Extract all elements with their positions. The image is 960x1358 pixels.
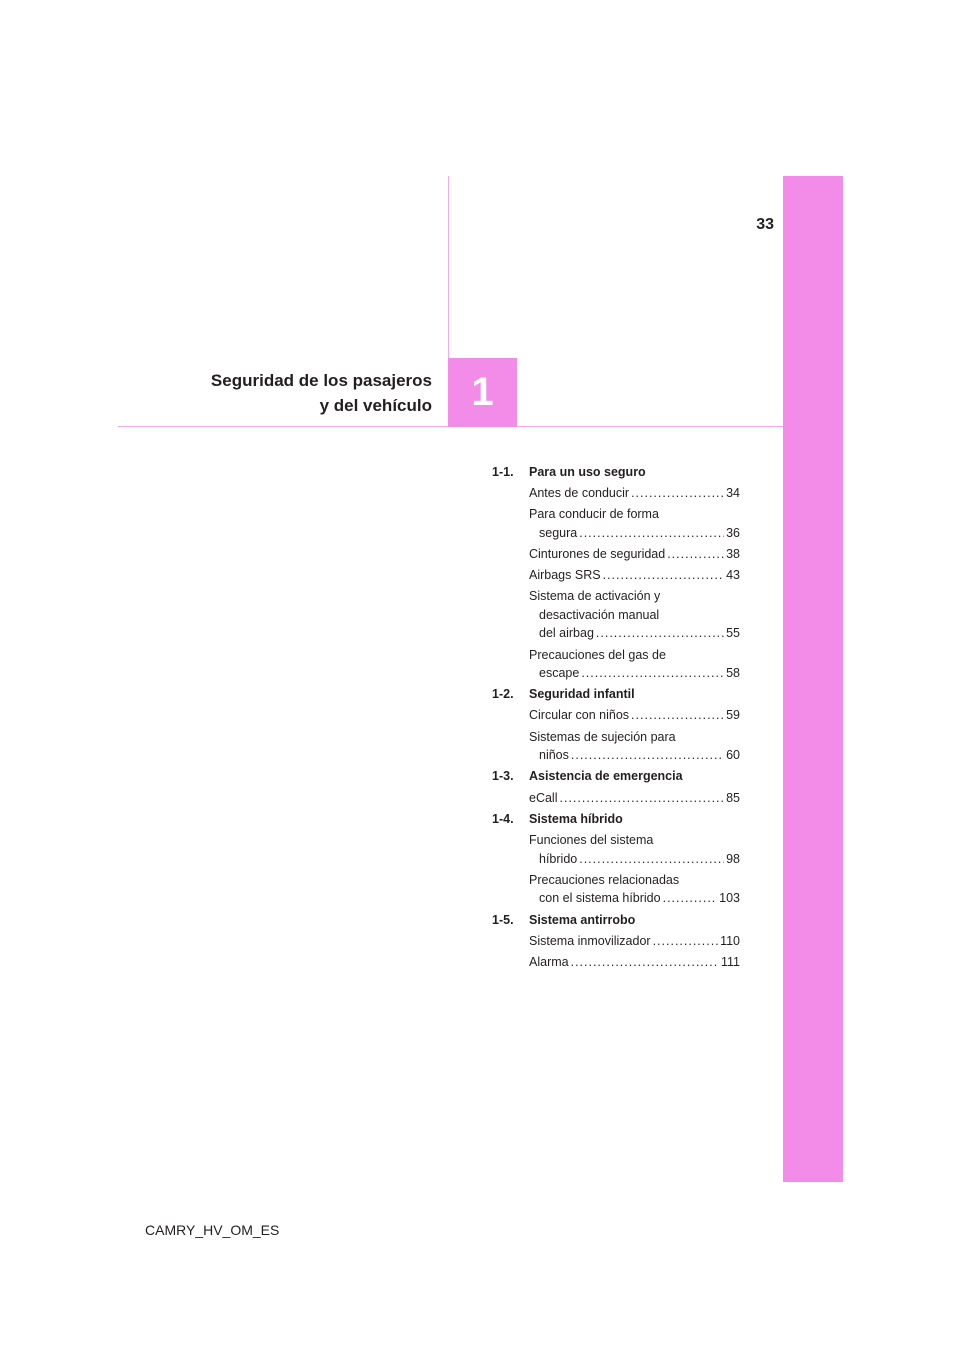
toc-entry-text: niños [539, 748, 569, 763]
toc-section-title[interactable] [492, 810, 740, 829]
toc-entry-page: 34 [726, 485, 740, 500]
toc-entry[interactable] [529, 831, 740, 868]
toc-entry-row [529, 789, 740, 808]
chapter-title-line1: Seguridad de los pasajeros [210, 371, 432, 390]
toc-entry-page: 98 [726, 851, 740, 866]
toc-section-number: 1-5. [492, 912, 514, 927]
toc-entry-page: 111 [720, 954, 740, 969]
toc-entry[interactable] [529, 566, 740, 585]
toc-leader-dots [560, 789, 725, 808]
toc-leader-dots [653, 932, 718, 951]
toc-section-label: Seguridad infantil [529, 687, 635, 702]
toc-section-label: Sistema antirrobo [529, 912, 636, 927]
toc-leader-dots [571, 746, 724, 765]
toc-entry-row [529, 524, 740, 543]
toc-leader-dots [571, 953, 719, 972]
toc-entry-row [529, 566, 740, 585]
toc-entry-page: 59 [726, 708, 740, 723]
toc-entry-row [529, 850, 740, 869]
table-of-contents [492, 460, 740, 972]
toc-entry-text: Sistema de activación y [529, 589, 661, 604]
toc-entry-text: Precauciones relacionadas [529, 872, 680, 887]
toc-entry-text: Para conducir de forma [529, 506, 659, 521]
vertical-rule [448, 176, 449, 358]
toc-entry-text: Funciones del sistema [529, 833, 654, 847]
toc-entry-text: con el sistema híbrido [539, 891, 661, 906]
toc-entry[interactable] [529, 932, 740, 951]
toc-entry-text: desactivación manual [539, 607, 660, 622]
toc-entry-text: del airbag [539, 626, 594, 641]
toc-entry-page: 60 [726, 748, 740, 763]
toc-entry-row [529, 545, 740, 564]
toc-leader-dots [596, 624, 724, 643]
toc-entry[interactable] [529, 587, 740, 643]
toc-section-title[interactable] [492, 911, 740, 930]
toc-section-number: 1-3. [492, 769, 514, 784]
toc-entry-text: Airbags SRS [529, 567, 601, 582]
toc-section-title[interactable] [492, 767, 740, 786]
toc-entry-row [529, 889, 740, 908]
toc-entry-row [529, 746, 740, 765]
toc-entry-page: 110 [720, 933, 740, 948]
toc-entry-page: 43 [726, 567, 740, 582]
toc-entry[interactable] [529, 789, 740, 808]
toc-leader-dots [631, 484, 724, 503]
toc-entry[interactable] [529, 505, 740, 542]
toc-entry[interactable] [529, 871, 740, 908]
toc-section-label: Para un uso seguro [529, 464, 646, 479]
toc-entry-text: Sistemas de sujeción para [529, 729, 676, 744]
toc-section-label: Sistema híbrido [529, 811, 623, 826]
page-number: 33 [756, 216, 774, 233]
toc-entry-page: 36 [726, 525, 740, 540]
side-tab [783, 176, 843, 1182]
toc-entry[interactable] [529, 646, 740, 683]
toc-section-title[interactable] [492, 685, 740, 704]
toc-entry[interactable] [529, 728, 740, 765]
toc-entry-row [529, 953, 740, 972]
toc-entry[interactable] [529, 545, 740, 564]
toc-entry-text: eCall [529, 790, 558, 805]
toc-leader-dots [579, 524, 724, 543]
toc-entry[interactable] [529, 484, 740, 503]
toc-section-number: 1-2. [492, 687, 514, 702]
toc-entry-text: Alarma [529, 954, 569, 969]
chapter-title-line2: y del vehículo [319, 396, 432, 415]
toc-entry-row [529, 624, 740, 643]
toc-entry-text: Sistema inmovilizador [529, 933, 651, 948]
toc-leader-dots [603, 566, 725, 585]
toc-entry-page: 103 [719, 891, 740, 906]
toc-entry-text: segura [539, 525, 578, 540]
toc-leader-dots [579, 850, 724, 869]
footer-code: CAMRY_HV_OM_ES [145, 1222, 280, 1238]
toc-entry-page: 58 [726, 666, 740, 681]
toc-entry-page: 38 [726, 546, 740, 561]
toc-entry-text: escape [539, 666, 580, 681]
toc-entry-text: Antes de conducir [529, 485, 630, 500]
toc-section-title[interactable] [492, 463, 740, 482]
toc-entry-text: Precauciones del gas de [529, 647, 666, 662]
toc-entry[interactable] [529, 706, 740, 725]
toc-entry-row [529, 932, 740, 951]
toc-entry-text: Cinturones de seguridad [529, 546, 666, 561]
toc-leader-dots [581, 664, 724, 683]
toc-entry[interactable] [529, 953, 740, 972]
toc-section-label: Asistencia de emergencia [529, 769, 683, 784]
toc-entry-page: 55 [726, 626, 740, 641]
toc-leader-dots [663, 889, 718, 908]
chapter-number-box: 1 [448, 358, 517, 427]
toc-section-number: 1-1. [492, 464, 514, 479]
toc-section-number: 1-4. [492, 811, 514, 826]
toc-leader-dots [631, 706, 724, 725]
toc-entry-row [529, 484, 740, 503]
toc-entry-row [529, 706, 740, 725]
toc-leader-dots [667, 545, 724, 564]
toc-entry-row [529, 664, 740, 683]
toc-entry-text: híbrido [539, 851, 578, 866]
chapter-title [211, 368, 432, 418]
toc-entry-text: Circular con niños [529, 708, 630, 723]
toc-entry-page: 85 [726, 790, 740, 805]
